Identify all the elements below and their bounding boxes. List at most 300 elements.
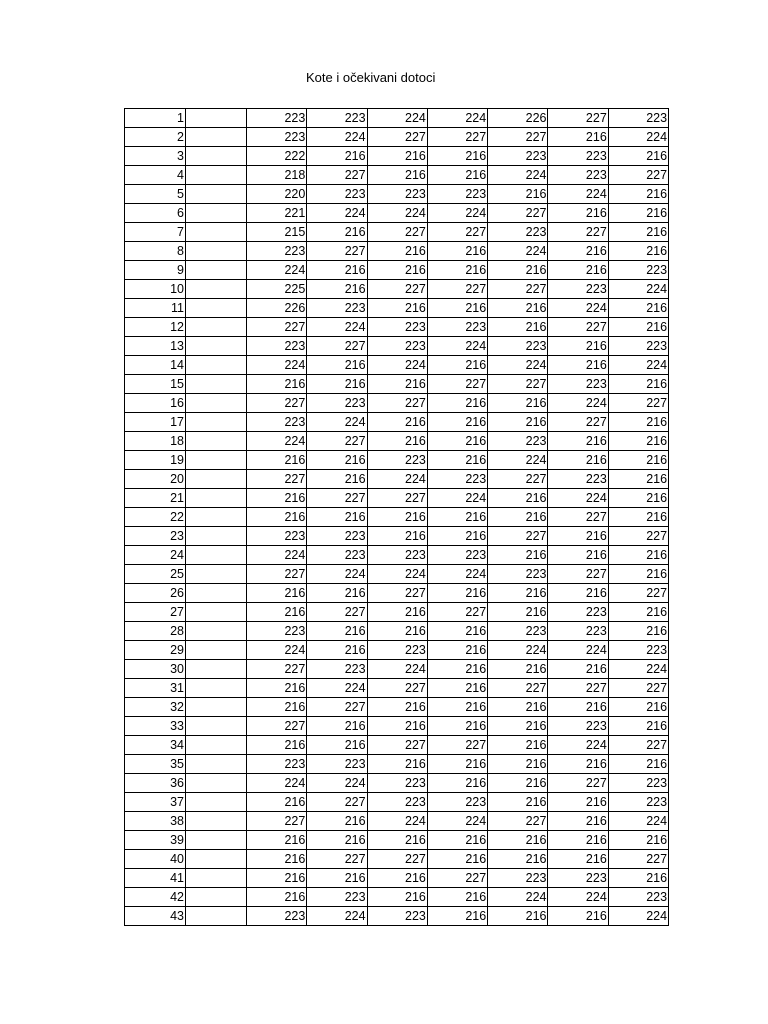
- table-row: [125, 242, 669, 261]
- value-cell: 218: [247, 166, 307, 185]
- table-row: [125, 489, 669, 508]
- value-cell: 216: [427, 679, 487, 698]
- value-cell: 224: [367, 660, 427, 679]
- value-cell: 216: [307, 261, 367, 280]
- table-row: [125, 337, 669, 356]
- value-cell: 223: [608, 261, 668, 280]
- row-number-cell: 40: [125, 850, 186, 869]
- value-cell: 216: [488, 584, 548, 603]
- value-cell: 224: [307, 565, 367, 584]
- value-cell: 216: [488, 413, 548, 432]
- value-cell: 224: [488, 451, 548, 470]
- empty-cell: [186, 432, 247, 451]
- value-cell: 216: [608, 622, 668, 641]
- value-cell: 224: [307, 128, 367, 147]
- value-cell: 223: [367, 546, 427, 565]
- value-cell: 223: [488, 432, 548, 451]
- value-cell: 224: [247, 546, 307, 565]
- value-cell: 216: [307, 641, 367, 660]
- row-number-cell: 30: [125, 660, 186, 679]
- table-row: [125, 622, 669, 641]
- value-cell: 223: [367, 337, 427, 356]
- value-cell: 216: [367, 717, 427, 736]
- value-cell: 216: [427, 584, 487, 603]
- value-cell: 216: [488, 394, 548, 413]
- value-cell: 223: [608, 109, 668, 128]
- table-row: [125, 204, 669, 223]
- value-cell: 223: [488, 622, 548, 641]
- value-cell: 227: [427, 375, 487, 394]
- row-number-cell: 1: [125, 109, 186, 128]
- value-cell: 223: [608, 774, 668, 793]
- table-row: [125, 109, 669, 128]
- empty-cell: [186, 831, 247, 850]
- value-cell: 227: [367, 584, 427, 603]
- value-cell: 216: [488, 185, 548, 204]
- value-cell: 224: [307, 907, 367, 926]
- value-cell: 216: [427, 356, 487, 375]
- value-cell: 216: [427, 451, 487, 470]
- row-number-cell: 19: [125, 451, 186, 470]
- value-cell: 224: [367, 812, 427, 831]
- value-cell: 216: [427, 850, 487, 869]
- value-cell: 216: [488, 660, 548, 679]
- value-cell: 224: [247, 774, 307, 793]
- value-cell: 223: [307, 394, 367, 413]
- row-number-cell: 17: [125, 413, 186, 432]
- value-cell: 224: [427, 565, 487, 584]
- value-cell: 223: [427, 318, 487, 337]
- value-cell: 227: [307, 793, 367, 812]
- value-cell: 227: [307, 166, 367, 185]
- table-row: [125, 793, 669, 812]
- value-cell: 216: [488, 603, 548, 622]
- value-cell: 224: [548, 641, 608, 660]
- value-cell: 224: [548, 185, 608, 204]
- table-row: [125, 128, 669, 147]
- value-cell: 224: [548, 736, 608, 755]
- value-cell: 216: [608, 546, 668, 565]
- value-cell: 216: [307, 356, 367, 375]
- empty-cell: [186, 166, 247, 185]
- table-row: [125, 546, 669, 565]
- value-cell: 216: [307, 812, 367, 831]
- value-cell: 227: [608, 850, 668, 869]
- row-number-cell: 22: [125, 508, 186, 527]
- value-cell: 216: [548, 356, 608, 375]
- value-cell: 227: [247, 660, 307, 679]
- document-title: Kote i očekivani dotoci: [306, 70, 436, 85]
- table-row: [125, 736, 669, 755]
- value-cell: 227: [488, 812, 548, 831]
- value-cell: 227: [367, 736, 427, 755]
- row-number-cell: 6: [125, 204, 186, 223]
- value-cell: 216: [608, 223, 668, 242]
- row-number-cell: 26: [125, 584, 186, 603]
- value-cell: 223: [247, 622, 307, 641]
- value-cell: 216: [427, 432, 487, 451]
- value-cell: 223: [247, 242, 307, 261]
- value-cell: 216: [307, 584, 367, 603]
- row-number-cell: 20: [125, 470, 186, 489]
- value-cell: 227: [307, 850, 367, 869]
- value-cell: 216: [247, 831, 307, 850]
- value-cell: 216: [367, 755, 427, 774]
- value-cell: 224: [548, 299, 608, 318]
- value-cell: 227: [548, 774, 608, 793]
- value-cell: 216: [608, 242, 668, 261]
- value-cell: 224: [608, 356, 668, 375]
- value-cell: 224: [548, 888, 608, 907]
- value-cell: 216: [247, 793, 307, 812]
- empty-cell: [186, 603, 247, 622]
- value-cell: 216: [427, 394, 487, 413]
- value-cell: 227: [247, 318, 307, 337]
- value-cell: 216: [488, 717, 548, 736]
- value-cell: 227: [488, 679, 548, 698]
- value-cell: 224: [247, 356, 307, 375]
- value-cell: 227: [367, 394, 427, 413]
- value-cell: 216: [488, 546, 548, 565]
- value-cell: 216: [247, 489, 307, 508]
- empty-cell: [186, 774, 247, 793]
- value-cell: 216: [608, 204, 668, 223]
- value-cell: 221: [247, 204, 307, 223]
- value-cell: 216: [427, 698, 487, 717]
- value-cell: 216: [247, 584, 307, 603]
- table-row: [125, 831, 669, 850]
- value-cell: 227: [548, 223, 608, 242]
- row-number-cell: 37: [125, 793, 186, 812]
- table-row: [125, 375, 669, 394]
- value-cell: 223: [608, 793, 668, 812]
- value-cell: 224: [427, 337, 487, 356]
- row-number-cell: 11: [125, 299, 186, 318]
- row-number-cell: 39: [125, 831, 186, 850]
- value-cell: 216: [247, 850, 307, 869]
- empty-cell: [186, 128, 247, 147]
- value-cell: 223: [548, 280, 608, 299]
- value-cell: 216: [247, 736, 307, 755]
- table-row: [125, 166, 669, 185]
- empty-cell: [186, 565, 247, 584]
- value-cell: 227: [367, 128, 427, 147]
- value-cell: 224: [367, 565, 427, 584]
- value-cell: 216: [427, 166, 487, 185]
- value-cell: 216: [427, 641, 487, 660]
- empty-cell: [186, 318, 247, 337]
- value-cell: 224: [548, 489, 608, 508]
- table-row: [125, 432, 669, 451]
- value-cell: 227: [548, 508, 608, 527]
- empty-cell: [186, 109, 247, 128]
- value-cell: 223: [427, 793, 487, 812]
- value-cell: 216: [488, 318, 548, 337]
- empty-cell: [186, 356, 247, 375]
- table-row: [125, 679, 669, 698]
- value-cell: 216: [488, 299, 548, 318]
- value-cell: 216: [488, 774, 548, 793]
- row-number-cell: 9: [125, 261, 186, 280]
- value-cell: 216: [307, 280, 367, 299]
- row-number-cell: 31: [125, 679, 186, 698]
- table-row: [125, 527, 669, 546]
- empty-cell: [186, 698, 247, 717]
- value-cell: 216: [608, 489, 668, 508]
- value-cell: 216: [427, 717, 487, 736]
- value-cell: 223: [367, 185, 427, 204]
- value-cell: 227: [427, 223, 487, 242]
- value-cell: 216: [307, 736, 367, 755]
- table-row: [125, 812, 669, 831]
- value-cell: 223: [247, 907, 307, 926]
- value-cell: 227: [307, 337, 367, 356]
- empty-cell: [186, 508, 247, 527]
- value-cell: 216: [427, 907, 487, 926]
- value-cell: 227: [247, 470, 307, 489]
- value-cell: 216: [367, 299, 427, 318]
- value-cell: 223: [548, 717, 608, 736]
- row-number-cell: 15: [125, 375, 186, 394]
- value-cell: 222: [247, 147, 307, 166]
- value-cell: 223: [608, 888, 668, 907]
- value-cell: 216: [488, 736, 548, 755]
- table-row: [125, 318, 669, 337]
- value-cell: 224: [608, 812, 668, 831]
- value-cell: 227: [307, 698, 367, 717]
- value-cell: 216: [367, 166, 427, 185]
- value-cell: 223: [548, 869, 608, 888]
- empty-cell: [186, 394, 247, 413]
- empty-cell: [186, 470, 247, 489]
- value-cell: 216: [367, 527, 427, 546]
- value-cell: 216: [608, 717, 668, 736]
- value-cell: 223: [247, 337, 307, 356]
- value-cell: 223: [247, 413, 307, 432]
- empty-cell: [186, 242, 247, 261]
- value-cell: 227: [367, 679, 427, 698]
- value-cell: 216: [367, 831, 427, 850]
- row-number-cell: 21: [125, 489, 186, 508]
- value-cell: 216: [608, 432, 668, 451]
- empty-cell: [186, 375, 247, 394]
- row-number-cell: 28: [125, 622, 186, 641]
- value-cell: 223: [367, 451, 427, 470]
- value-cell: 227: [488, 204, 548, 223]
- value-cell: 216: [427, 242, 487, 261]
- value-cell: 216: [608, 470, 668, 489]
- value-cell: 223: [548, 166, 608, 185]
- table-row: [125, 698, 669, 717]
- empty-cell: [186, 489, 247, 508]
- value-cell: 224: [367, 204, 427, 223]
- value-cell: 216: [367, 622, 427, 641]
- row-number-cell: 33: [125, 717, 186, 736]
- empty-cell: [186, 546, 247, 565]
- value-cell: 223: [307, 527, 367, 546]
- row-number-cell: 12: [125, 318, 186, 337]
- table-row: [125, 888, 669, 907]
- value-cell: 227: [307, 489, 367, 508]
- value-cell: 216: [307, 831, 367, 850]
- data-table: [124, 108, 669, 926]
- value-cell: 227: [247, 812, 307, 831]
- empty-cell: [186, 869, 247, 888]
- value-cell: 216: [488, 261, 548, 280]
- value-cell: 216: [427, 831, 487, 850]
- value-cell: 216: [427, 147, 487, 166]
- row-number-cell: 5: [125, 185, 186, 204]
- empty-cell: [186, 299, 247, 318]
- value-cell: 216: [367, 375, 427, 394]
- table-row: [125, 850, 669, 869]
- value-cell: 216: [247, 508, 307, 527]
- empty-cell: [186, 204, 247, 223]
- value-cell: 216: [367, 432, 427, 451]
- value-cell: 216: [608, 299, 668, 318]
- value-cell: 216: [427, 527, 487, 546]
- value-cell: 216: [608, 869, 668, 888]
- value-cell: 216: [367, 888, 427, 907]
- value-cell: 224: [608, 907, 668, 926]
- value-cell: 224: [608, 280, 668, 299]
- value-cell: 227: [247, 394, 307, 413]
- table-row: [125, 565, 669, 584]
- empty-cell: [186, 451, 247, 470]
- value-cell: 227: [608, 736, 668, 755]
- value-cell: 216: [367, 147, 427, 166]
- value-cell: 216: [548, 451, 608, 470]
- empty-cell: [186, 147, 247, 166]
- value-cell: 224: [247, 261, 307, 280]
- value-cell: 223: [548, 375, 608, 394]
- value-cell: 216: [307, 223, 367, 242]
- value-cell: 216: [608, 318, 668, 337]
- value-cell: 223: [427, 546, 487, 565]
- value-cell: 216: [367, 603, 427, 622]
- value-cell: 216: [548, 907, 608, 926]
- row-number-cell: 36: [125, 774, 186, 793]
- value-cell: 227: [367, 850, 427, 869]
- value-cell: 225: [247, 280, 307, 299]
- empty-cell: [186, 812, 247, 831]
- row-number-cell: 2: [125, 128, 186, 147]
- value-cell: 223: [247, 527, 307, 546]
- value-cell: 223: [307, 755, 367, 774]
- value-cell: 216: [608, 603, 668, 622]
- table-row: [125, 223, 669, 242]
- value-cell: 227: [427, 869, 487, 888]
- value-cell: 226: [488, 109, 548, 128]
- value-cell: 227: [488, 470, 548, 489]
- value-cell: 216: [548, 755, 608, 774]
- table-row: [125, 755, 669, 774]
- empty-cell: [186, 907, 247, 926]
- value-cell: 223: [488, 337, 548, 356]
- value-cell: 223: [548, 603, 608, 622]
- row-number-cell: 25: [125, 565, 186, 584]
- value-cell: 224: [488, 166, 548, 185]
- value-cell: 227: [488, 527, 548, 546]
- table-row: [125, 907, 669, 926]
- table-row: [125, 641, 669, 660]
- value-cell: 216: [247, 451, 307, 470]
- table-row: [125, 717, 669, 736]
- value-cell: 216: [367, 508, 427, 527]
- empty-cell: [186, 736, 247, 755]
- empty-cell: [186, 261, 247, 280]
- empty-cell: [186, 280, 247, 299]
- value-cell: 227: [548, 109, 608, 128]
- value-cell: 216: [427, 622, 487, 641]
- empty-cell: [186, 888, 247, 907]
- value-cell: 216: [488, 489, 548, 508]
- value-cell: 223: [608, 641, 668, 660]
- value-cell: 216: [488, 698, 548, 717]
- table-row: [125, 451, 669, 470]
- value-cell: 223: [307, 660, 367, 679]
- row-number-cell: 4: [125, 166, 186, 185]
- value-cell: 216: [247, 679, 307, 698]
- value-cell: 224: [247, 432, 307, 451]
- empty-cell: [186, 185, 247, 204]
- value-cell: 216: [548, 128, 608, 147]
- empty-cell: [186, 641, 247, 660]
- value-cell: 224: [608, 128, 668, 147]
- value-cell: 227: [427, 603, 487, 622]
- value-cell: 216: [247, 698, 307, 717]
- value-cell: 216: [367, 261, 427, 280]
- value-cell: 223: [367, 774, 427, 793]
- value-cell: 216: [427, 755, 487, 774]
- value-cell: 216: [307, 470, 367, 489]
- value-cell: 223: [247, 128, 307, 147]
- value-cell: 223: [307, 546, 367, 565]
- row-number-cell: 7: [125, 223, 186, 242]
- row-number-cell: 18: [125, 432, 186, 451]
- row-number-cell: 38: [125, 812, 186, 831]
- value-cell: 216: [367, 413, 427, 432]
- table-row: [125, 299, 669, 318]
- row-number-cell: 29: [125, 641, 186, 660]
- value-cell: 223: [427, 185, 487, 204]
- value-cell: 227: [307, 242, 367, 261]
- value-cell: 227: [307, 603, 367, 622]
- value-cell: 224: [488, 242, 548, 261]
- table-row: [125, 394, 669, 413]
- value-cell: 227: [548, 318, 608, 337]
- value-cell: 224: [307, 204, 367, 223]
- value-cell: 216: [307, 375, 367, 394]
- value-cell: 224: [307, 413, 367, 432]
- value-cell: 216: [548, 432, 608, 451]
- value-cell: 216: [548, 831, 608, 850]
- empty-cell: [186, 850, 247, 869]
- value-cell: 216: [247, 888, 307, 907]
- value-cell: 216: [608, 565, 668, 584]
- value-cell: 216: [548, 584, 608, 603]
- value-cell: 224: [307, 774, 367, 793]
- value-cell: 224: [307, 679, 367, 698]
- value-cell: 223: [307, 888, 367, 907]
- empty-cell: [186, 793, 247, 812]
- value-cell: 216: [608, 147, 668, 166]
- value-cell: 223: [548, 470, 608, 489]
- table-row: [125, 185, 669, 204]
- value-cell: 215: [247, 223, 307, 242]
- empty-cell: [186, 755, 247, 774]
- value-cell: 216: [548, 261, 608, 280]
